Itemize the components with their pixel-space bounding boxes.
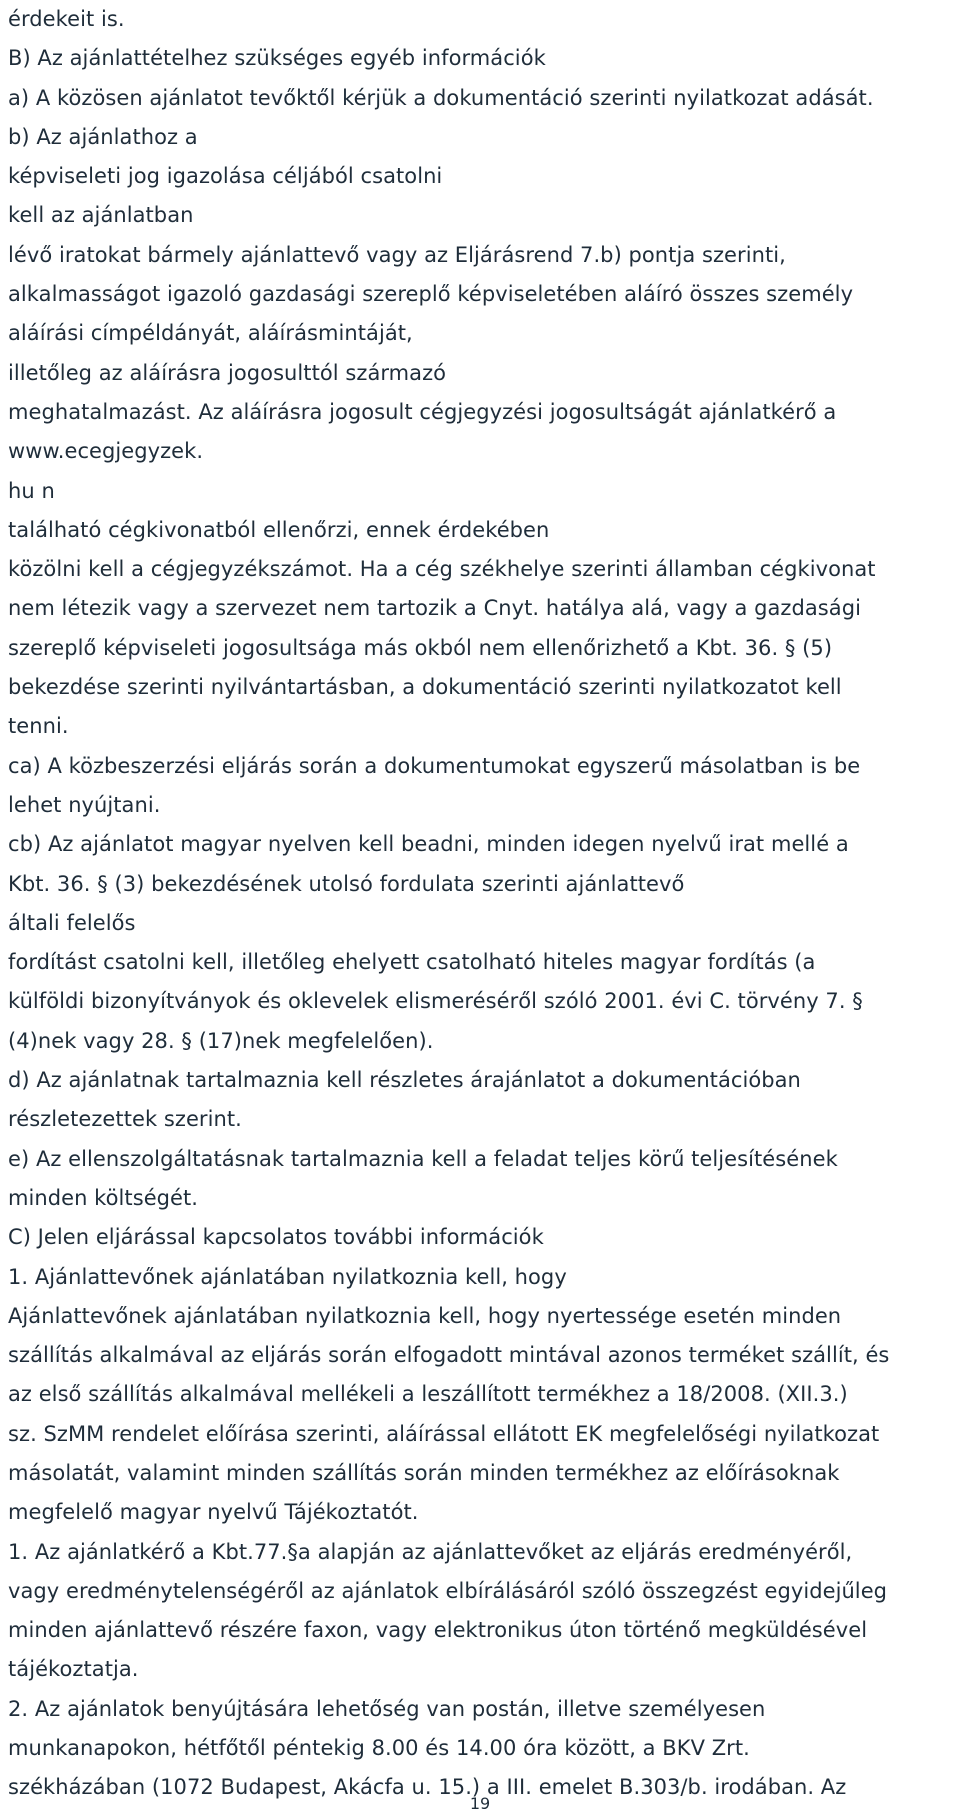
page-number: 19	[469, 1794, 491, 1813]
text-line: Ajánlattevőnek ajánlatában nyilatkoznia kell, hogy nyertessége esetén minden	[8, 1303, 842, 1328]
text-line: e) Az ellenszolgáltatásnak tartalmaznia kell a feladat teljes körű teljesítésének	[8, 1146, 838, 1171]
document-body	[8, 0, 952, 1808]
text-line: ca) A közbeszerzési eljárás során a dokumentumokat egyszerű másolatban is be	[8, 753, 861, 778]
text-line: szereplő képviseleti jogosultsága más okból nem ellenőrizhető a Kbt. 36. § (5)	[8, 635, 833, 660]
text-line: munkanapokon, hétfőtől péntekig 8.00 és 14.00 óra között, a BKV Zrt.	[8, 1736, 750, 1761]
text-line: tájékoztatja.	[8, 1657, 139, 1682]
text-line: kell az ajánlatban	[8, 203, 194, 228]
text-line: az első szállítás alkalmával mellékeli a leszállított termékhez a 18/2008. (XII.3.)	[8, 1382, 848, 1407]
text-line: minden költségét.	[8, 1185, 199, 1210]
text-line: sz. SzMM rendelet előírása szerinti, aláírással ellátott EK megfelelőségi nyilatkozat	[8, 1421, 880, 1446]
text-line: 2. Az ajánlatok benyújtására lehetőség van postán, illetve személyesen	[8, 1696, 766, 1721]
text-line: másolatát, valamint minden szállítás során minden termékhez az előírásoknak	[8, 1460, 840, 1485]
text-line: székházában (1072 Budapest, Akácfa u. 15.) a III. emelet B.303/b. irodában. Az	[8, 1775, 847, 1800]
text-line: b) Az ajánlathoz a	[8, 124, 198, 149]
text-line: közölni kell a cégjegyzékszámot. Ha a cég székhelye szerinti államban cégkivonat	[8, 557, 876, 582]
text-line: szállítás alkalmával az eljárás során elfogadott mintával azonos terméket szállít, és	[8, 1343, 890, 1368]
text-line: részletezettek szerint.	[8, 1107, 242, 1132]
text-line: meghatalmazást. Az aláírásra jogosult cégjegyzési jogosultságát ajánlatkérő a	[8, 399, 837, 424]
section-heading: C) Jelen eljárással kapcsolatos további információk	[8, 1225, 544, 1250]
text-line: érdekeit is.	[8, 7, 125, 31]
text-line: (4)nek vagy 28. § (17)nek megfelelően).	[8, 1028, 434, 1053]
text-line: található cégkivonatból ellenőrzi, ennek érdekében	[8, 517, 550, 542]
text-line: fordítást csatolni kell, illetőleg ehelyett csatolható hiteles magyar fordítás (a	[8, 950, 816, 975]
text-line: bekezdése szerinti nyilvántartásban, a dokumentáció szerinti nyilatkozatot kell	[8, 675, 842, 700]
section-heading: B) Az ajánlattételhez szükséges egyéb információk	[8, 46, 546, 71]
text-line: külföldi bizonyítványok és oklevelek elismeréséről szóló 2001. évi C. törvény 7. §	[8, 989, 863, 1014]
text-line: d) Az ajánlatnak tartalmaznia kell részletes árajánlatot a dokumentációban	[8, 1068, 801, 1093]
text-line: illetőleg az aláírásra jogosulttól származó	[8, 360, 447, 385]
text-line: tenni.	[8, 714, 69, 739]
text-line: lehet nyújtani.	[8, 792, 161, 817]
text-line: megfelelő magyar nyelvű Tájékoztatót.	[8, 1500, 419, 1525]
text-line: általi felelős	[8, 910, 136, 935]
text-line: a) A közösen ajánlatot tevőktől kérjük a dokumentáció szerinti nyilatkozat adását.	[8, 85, 874, 110]
text-line: vagy eredménytelenségéről az ajánlatok elbírálásáról szóló összegzést egyidejűleg	[8, 1578, 888, 1603]
text-line: cb) Az ajánlatot magyar nyelven kell beadni, minden idegen nyelvű irat mellé a	[8, 832, 849, 857]
text-line: Kbt. 36. § (3) bekezdésének utolsó fordulata szerinti ajánlattevő	[8, 871, 685, 896]
text-line: 1. Ajánlattevőnek ajánlatában nyilatkoznia kell, hogy	[8, 1264, 567, 1289]
text-line: www.ecegjegyzek.	[8, 439, 204, 464]
text-line: aláírási címpéldányát, aláírásmintáját,	[8, 321, 413, 346]
text-line: képviseleti jog igazolása céljából csatolni	[8, 164, 443, 189]
text-line: alkalmasságot igazoló gazdasági szereplő képviseletében aláíró összes személy	[8, 282, 854, 307]
text-line: nem létezik vagy a szervezet nem tartozik a Cnyt. hatálya alá, vagy a gazdasági	[8, 596, 861, 621]
text-line: lévő iratokat bármely ajánlattevő vagy az Eljárásrend 7.b) pontja szerinti,	[8, 242, 786, 267]
text-line: hu n	[8, 478, 55, 503]
text-line: 1. Az ajánlatkérő a Kbt.77.§a alapján az ajánlattevőket az eljárás eredményéről,	[8, 1539, 853, 1564]
text-line: minden ajánlattevő részére faxon, vagy elektronikus úton történő megküldésével	[8, 1618, 868, 1643]
